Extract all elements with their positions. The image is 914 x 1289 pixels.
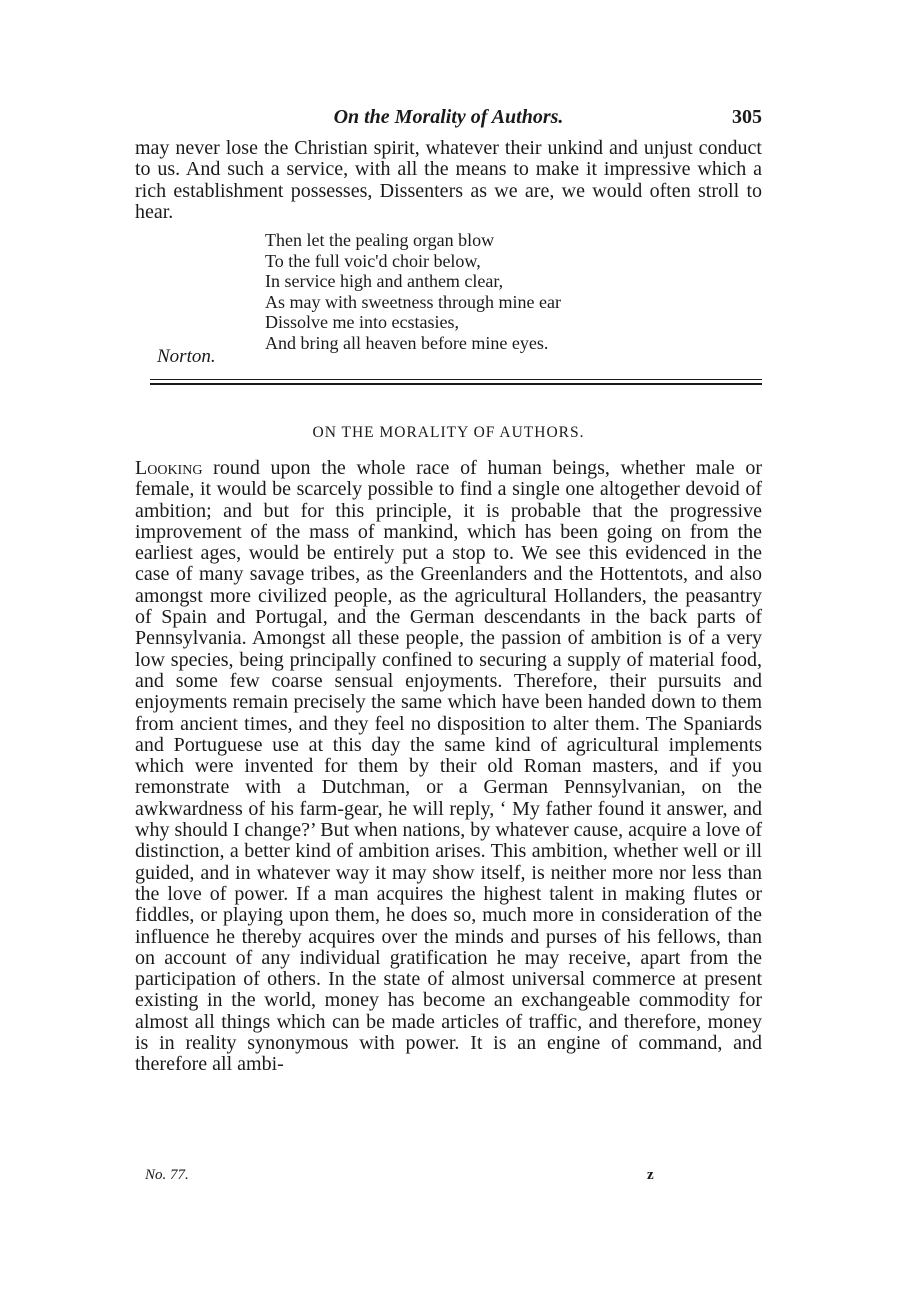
running-title: On the Morality of Authors. xyxy=(333,106,564,128)
poem-stanza xyxy=(265,230,561,353)
page-header xyxy=(135,102,762,136)
opening-word: Looking xyxy=(135,457,203,479)
poem-line: And bring all heaven before mine eyes. xyxy=(265,332,549,353)
poem-line: Dissolve me into ecstasies, xyxy=(265,312,459,332)
issue-number: No. 77. xyxy=(145,1167,189,1183)
section-divider-thick xyxy=(150,383,762,385)
intro-paragraph: may never lose the Christian spirit, whatever their unkind and unjust conduct to us. And such a service, with all the means to make it impressive which a rich establishment possesses, Dissenters as we are, we would often stroll to hear. xyxy=(135,137,762,223)
poem-attribution: Norton. xyxy=(157,346,216,367)
article-body xyxy=(135,458,762,1076)
poem-line: To the full voic'd choir below, xyxy=(265,250,481,271)
section-divider-thin xyxy=(150,379,762,380)
poem-line: As may with sweetness through mine ear xyxy=(265,291,561,312)
page-footer xyxy=(135,1167,762,1191)
poem-line: In service high and anthem clear, xyxy=(265,271,504,291)
page-number: 305 xyxy=(732,106,762,128)
article-title: ON THE MORALITY OF AUTHORS. xyxy=(312,424,585,441)
article-body-text: round upon the whole race of human beings, whether male or female, it would be scarcely possible to find a single one altogether devoid of ambition; and but for this principle, it is probable that the progressive improvement of the mass of mankind, which has been going on from the earliest ages, would be entirely put a stop to. We see this evidenced in the case of many savage tribes, as the Greenlanders and the Hottentots, and also amongst more civilized people, as the agricultural Hollanders, the peasantry of Spain and Portugal, and the German descendants in the back parts of Pennsylvania. Amongst all these people, the passion of ambition is of a very low species, being principally confined to securing a supply of material food, and some few coarse sensual enjoyments. Therefore, their pursuits and enjoyments remain precisely the same which have been handed down to them from ancient times, and they feel no disposition to alter them. The Spaniards and Portuguese use at this day the same kind of agricultural implements which were invented for them by their old Roman masters, and if you remonstrate with a Dutchman, or a German Pennsylvanian, on the awkwardness of his farm-gear, he will reply, ‘ My father found it answer, and why should I change?’ But when nations, by whatever cause, acquire a love of distinction, a better kind of ambition arises. This ambition, whether well or ill guided, and in whatever way it may show itself, is neither more nor less than the love of power. If a man acquires the highest talent in making flutes or fiddles, or playing upon them, he does so, much more in consideration of the influence he thereby acquires over the minds and purses of his fellows, than on account of any individual gratification he may receive, apart from the participation of others. In the state of almost universal commerce at present existing in the world, money has become an exchangeable commodity for almost all things which can be made articles of traffic, and therefore, money is in reality synonymous with power. It is an engine of command, and therefore all ambi- xyxy=(135,457,762,1076)
poem-line: Then let the pealing organ blow xyxy=(265,230,495,250)
signature-mark: z xyxy=(647,1167,654,1183)
